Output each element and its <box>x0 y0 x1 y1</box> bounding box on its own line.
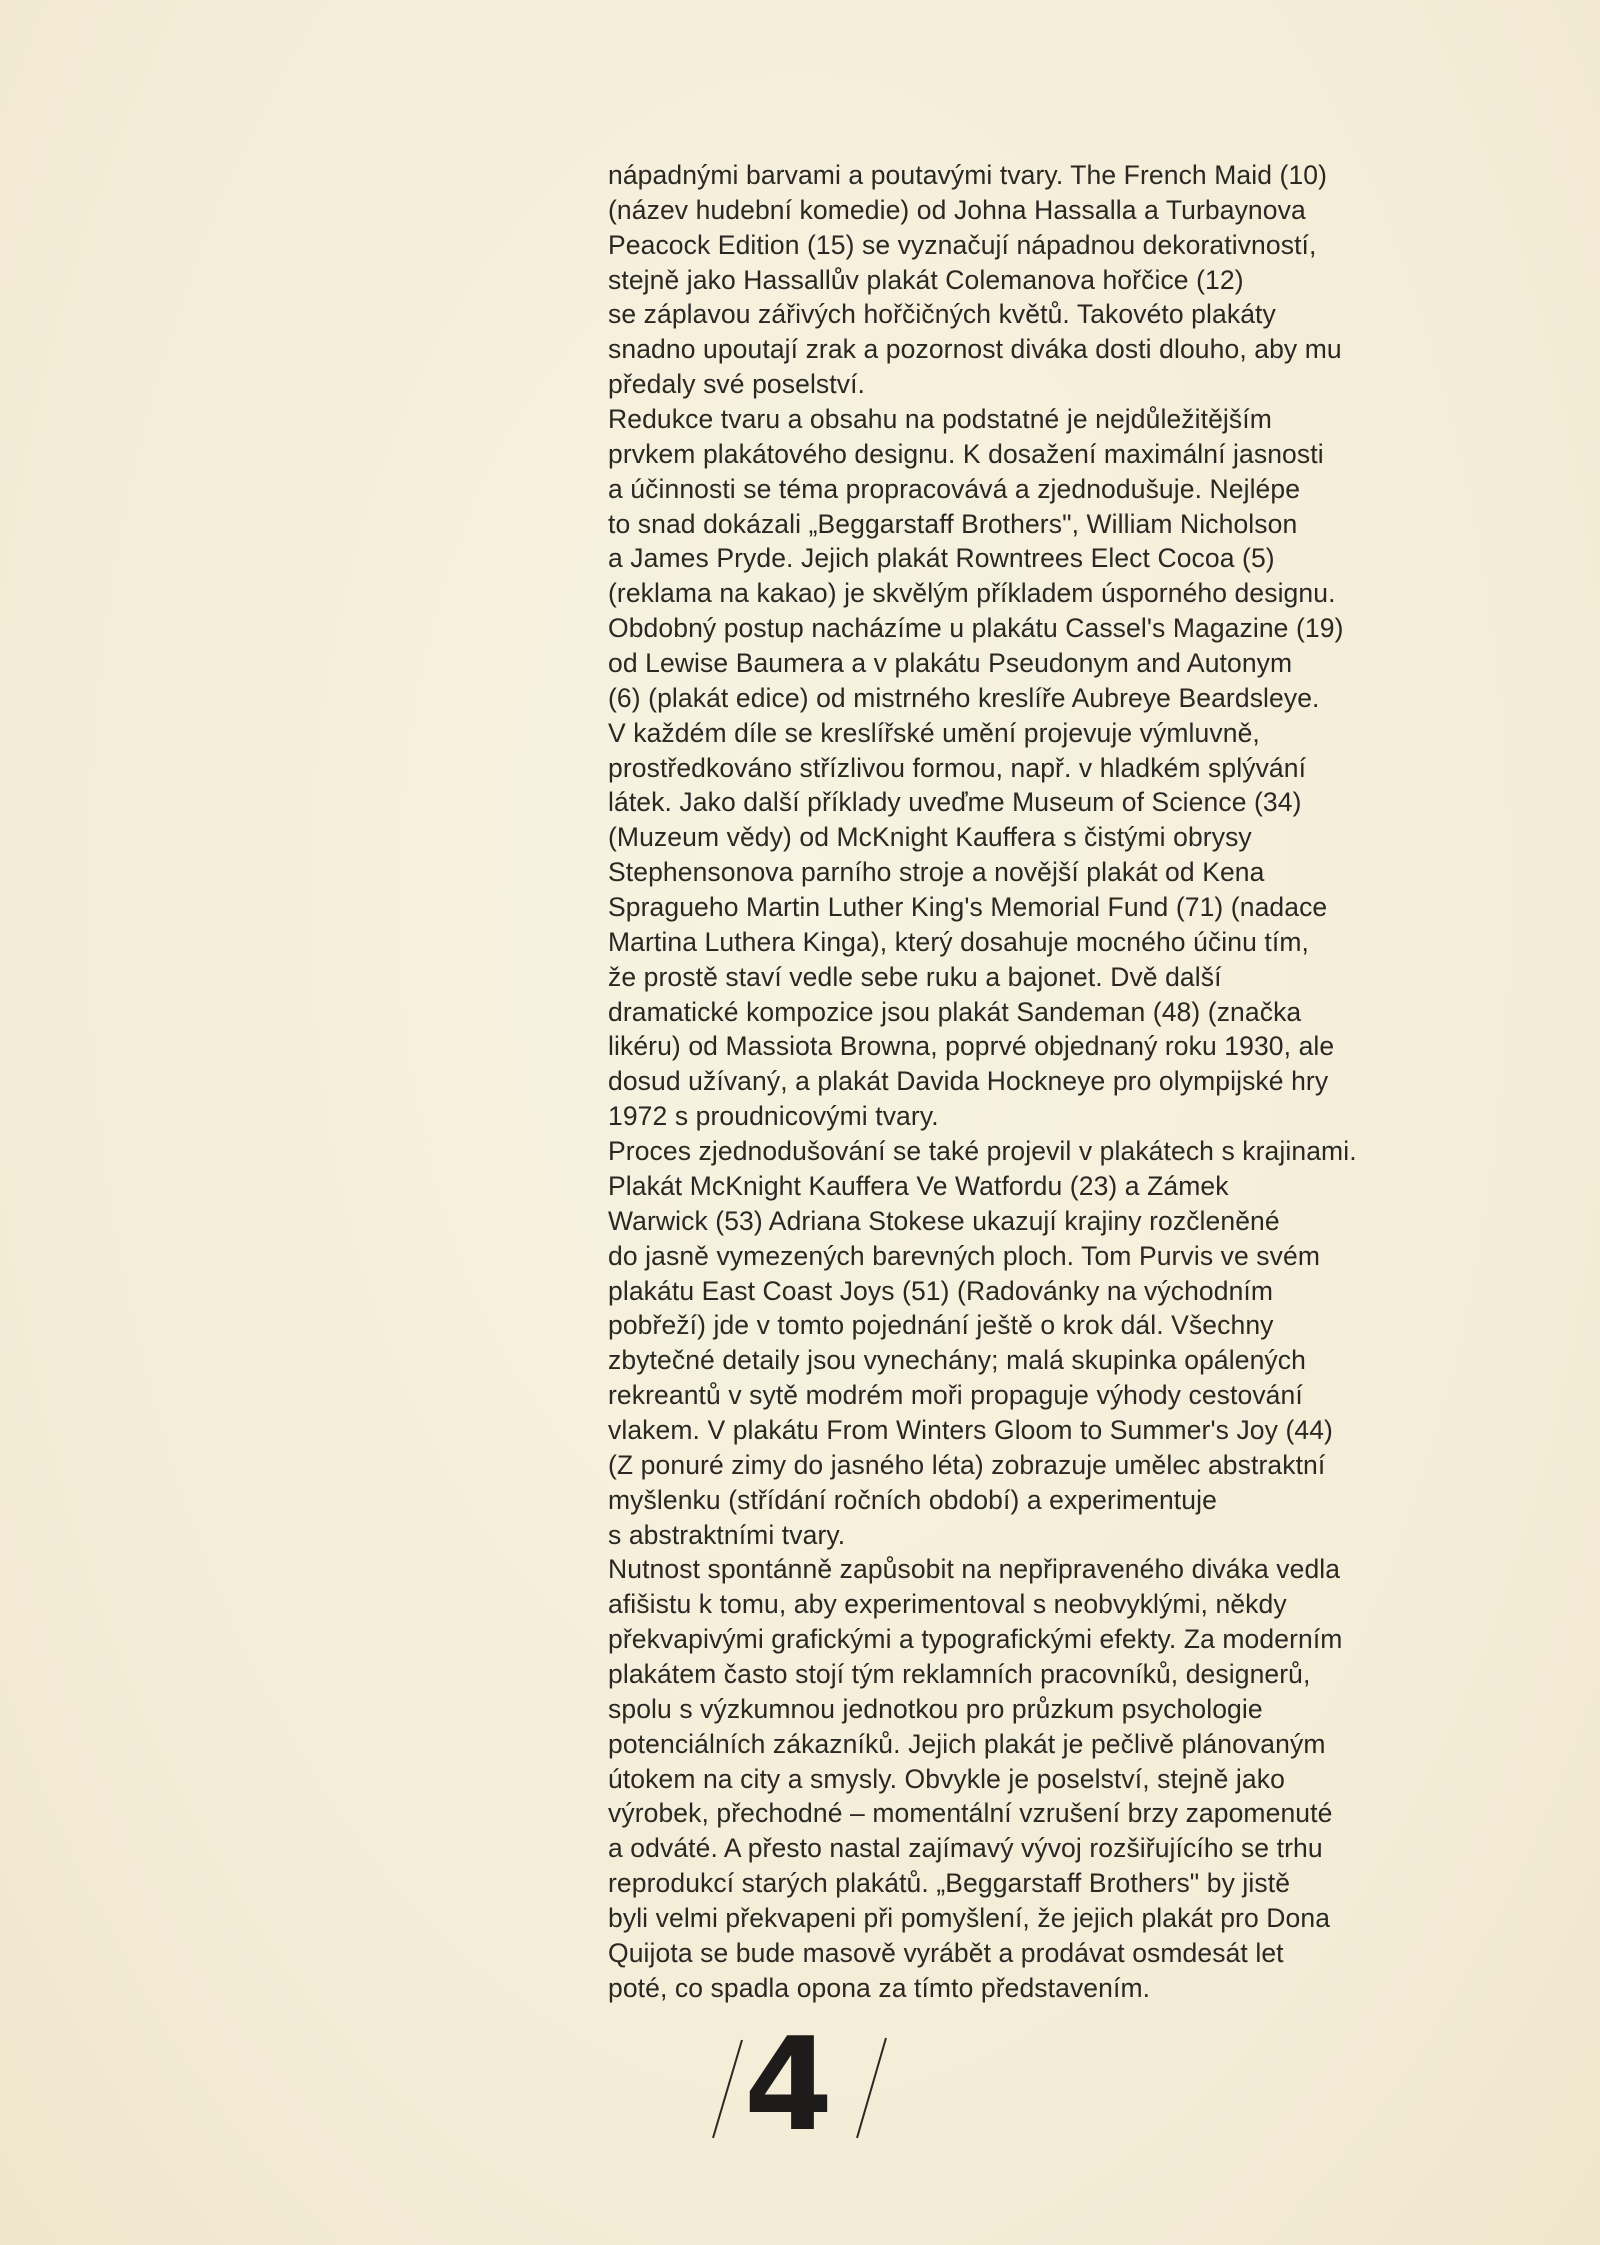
text-line: spolu s výzkumnou jednotkou pro průzkum psychologie <box>608 1693 1263 1724</box>
text-line: Warwick (53) Adriana Stokese ukazují krajiny rozčleněné <box>608 1205 1280 1236</box>
text-line: Martina Luthera Kinga), který dosahuje mocného účinu tím, <box>608 926 1309 957</box>
paragraph <box>608 1552 1508 2005</box>
text-line: do jasně vymezených barevných ploch. Tom Purvis ve svém <box>608 1240 1320 1271</box>
paragraph <box>608 158 1508 402</box>
text-line: dramatické kompozice jsou plakát Sandeman (48) (značka <box>608 996 1302 1027</box>
text-line: prostředkováno střízlivou formou, např. v hladkém splývání <box>608 752 1307 783</box>
text-line: (6) (plakát edice) od mistrného kreslíře Aubreye Beardsleye. <box>608 682 1320 713</box>
text-line: potenciálních zákazníků. Jejich plakát je pečlivě plánovaným <box>608 1728 1326 1759</box>
text-line: Peacock Edition (15) se vyznačují nápadnou dekorativností, <box>608 229 1317 260</box>
text-line: vlakem. V plakátu From Winters Gloom to Summer's Joy (44) <box>608 1414 1333 1445</box>
text-line: (Muzeum vědy) od McKnight Kauffera s čistými obrysy <box>608 822 1252 853</box>
text-line: snadno upoutají zrak a pozornost diváka dosti dlouho, aby mu <box>608 334 1342 365</box>
text-line: (reklama na kakao) je skvělým příkladem úsporného designu. <box>608 578 1336 609</box>
text-line: Redukce tvaru a obsahu na podstatné je nejdůležitějším <box>608 404 1272 435</box>
text-line: od Lewise Baumera a v plakátu Pseudonym and Autonym <box>608 648 1293 679</box>
page-folio <box>700 2011 900 2160</box>
text-line: Plakát McKnight Kauffera Ve Watfordu (23) a Zámek <box>608 1170 1229 1201</box>
text-line: plakátem často stojí tým reklamních pracovníků, designerů, <box>608 1658 1311 1689</box>
paragraph <box>608 1134 1508 1552</box>
text-line: Proces zjednodušování se také projevil v plakátech s krajinami. <box>608 1136 1357 1167</box>
text-line: že prostě staví vedle sebe ruku a bajonet. Dvě další <box>608 961 1222 992</box>
text-line: Nutnost spontánně zapůsobit na nepřipraveného diváka vedla <box>608 1554 1341 1585</box>
text-line: a účinnosti se téma propracovává a zjednodušuje. Nejlépe <box>608 473 1301 504</box>
text-line: 1972 s proudnicovými tvary. <box>608 1101 939 1132</box>
text-line: V každém díle se kreslířské umění projevuje výmluvně, <box>608 717 1260 748</box>
text-line: Quijota se bude masově vyrábět a prodávat osmdesát let <box>608 1937 1284 1968</box>
text-line: byli velmi překvapeni při pomyšlení, že jejich plakát pro Dona <box>608 1902 1331 1933</box>
text-line: Spragueho Martin Luther King's Memorial Fund (71) (nadace <box>608 892 1328 923</box>
text-line: výrobek, přechodné – momentální vzrušení brzy zapomenuté <box>608 1798 1333 1829</box>
text-line: předaly své poselství. <box>608 369 866 400</box>
text-line: překvapivými grafickými a typografickými efekty. Za moderním <box>608 1624 1343 1655</box>
left-slash <box>713 2040 742 2138</box>
text-line: (název hudební komedie) od Johna Hassalla a Turbaynova <box>608 194 1306 225</box>
text-line: s abstraktními tvary. <box>608 1519 846 1550</box>
text-line: látek. Jako další příklady uveďme Museum of Science (34) <box>608 787 1302 818</box>
text-line: rekreantů v sytě modrém moři propaguje výhody cestování <box>608 1380 1303 1411</box>
text-line: plakátu East Coast Joys (51) (Radovánky na východním <box>608 1275 1274 1306</box>
text-line: afišistu k tomu, aby experimentoval s neobvyklými, někdy <box>608 1589 1287 1620</box>
text-line: Stephensonova parního stroje a novější plakát od Kena <box>608 857 1265 888</box>
text-line: Obdobný postup nacházíme u plakátu Cassel's Magazine (19) <box>608 613 1344 644</box>
text-line: zbytečné detaily jsou vynechány; malá skupinka opálených <box>608 1345 1306 1376</box>
text-line: pobřeží) jde v tomto pojednání ještě o krok dál. Všechny <box>608 1310 1274 1341</box>
paragraph <box>608 402 1508 1134</box>
text-line: to snad dokázali „Beggarstaff Brothers", William Nicholson <box>608 508 1298 539</box>
text-line: poté, co spadla opona za tímto představením. <box>608 1972 1151 2003</box>
text-line: se záplavou zářivých hořčičných květů. Takovéto plakáty <box>608 299 1276 330</box>
text-line: stejně jako Hassallův plakát Colemanova hořčice (12) <box>608 264 1244 295</box>
text-line: reprodukcí starých plakátů. „Beggarstaff Brothers" by jistě <box>608 1868 1291 1899</box>
text-line: a odváté. A přesto nastal zajímavý vývoj rozšiřujícího se trhu <box>608 1833 1323 1864</box>
page-number: 4 <box>744 2011 834 2160</box>
text-line: útokem na city a smysly. Obvykle je poselství, stejně jako <box>608 1763 1285 1794</box>
text-line: myšlenku (střídání ročních období) a experimentuje <box>608 1484 1217 1515</box>
right-slash <box>857 2038 886 2138</box>
text-line: nápadnými barvami a poutavými tvary. The French Maid (10) <box>608 160 1328 190</box>
text-line: likéru) od Massiota Browna, poprvé objednaný roku 1930, ale <box>608 1031 1335 1062</box>
body-text-column <box>608 158 1508 2006</box>
text-line: (Z ponuré zimy do jasného léta) zobrazuje umělec abstraktní <box>608 1449 1326 1480</box>
text-line: prvkem plakátového designu. K dosažení maximální jasnosti <box>608 438 1324 469</box>
text-line: dosud užívaný, a plakát Davida Hockneye pro olympijské hry <box>608 1066 1329 1097</box>
text-line: a James Pryde. Jejich plakát Rowntrees Elect Cocoa (5) <box>608 543 1275 574</box>
